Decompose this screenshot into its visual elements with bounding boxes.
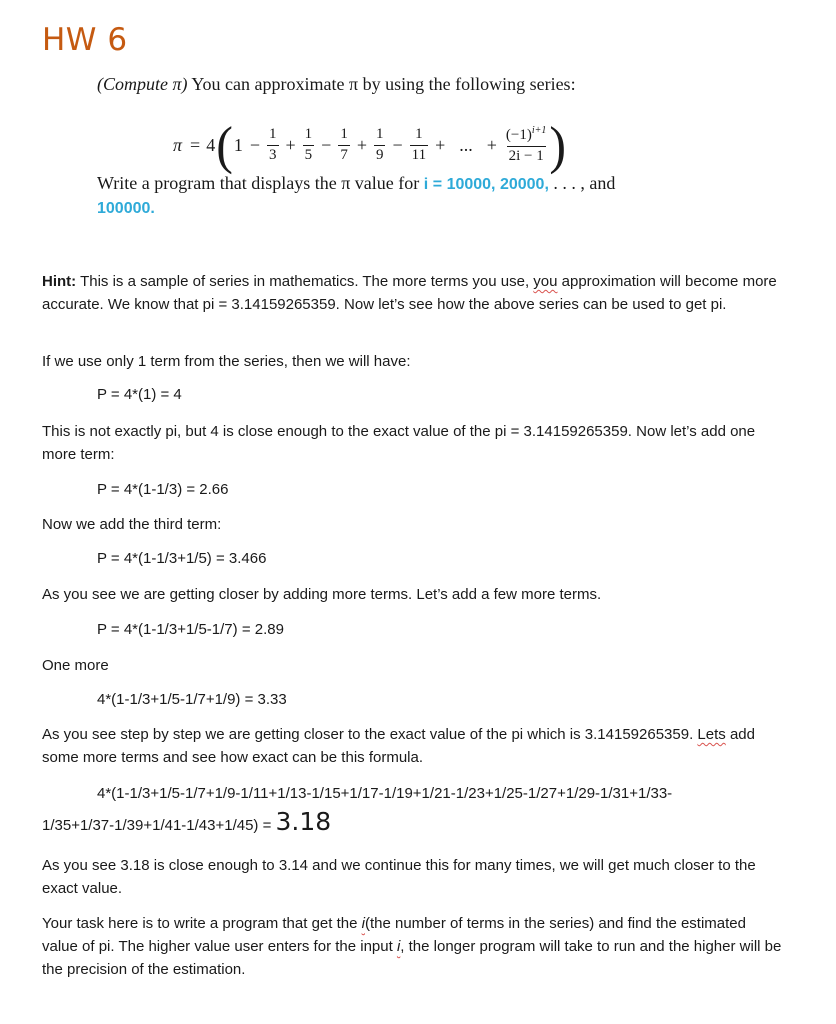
step-text-4: As you see we are getting closer by adding more terms. Let’s add a few more terms.: [42, 586, 602, 603]
problem-text: You can approximate π by using the following series:: [191, 74, 576, 94]
step-text-1: If we use only 1 term from the series, then we will have:: [42, 353, 411, 370]
equation-4: P = 4*(1-1/3+1/5-1/7) = 2.89: [97, 621, 284, 638]
formula-op: +: [356, 134, 367, 155]
formula-op: +: [486, 134, 497, 155]
formula-frac-general: $\frac{(-1)^{i+1}}{2i - 1}$: [505, 125, 547, 164]
equation-2: P = 4*(1-1/3) = 2.66: [97, 481, 229, 498]
equation-6-line-1: 4*(1-1/3+1/5-1/7+1/9-1/11+1/13-1/15+1/17-1/19+1/21-1/23+1/25-1/27+1/29-1/31+1/33-: [97, 785, 673, 802]
spelling-mark: i: [361, 915, 365, 932]
code-last-value: 100000.: [97, 200, 155, 217]
step-text-7: As you see 3.18 is close enough to 3.14 and we continue this for many times, we will get much closer to the exact value.: [42, 857, 756, 897]
formula-equals: =: [190, 134, 201, 155]
formula-frac-9: $\frac{1}{9}$: [375, 126, 384, 163]
spelling-mark: Lets: [697, 726, 726, 743]
formula-pi: π: [173, 134, 183, 155]
task-description: Write a program that displays the π value for i = 10000, 20000, . . . , and 100000.: [97, 173, 616, 217]
equation-1: P = 4*(1) = 4: [97, 386, 182, 403]
code-var-i: i: [423, 176, 429, 193]
formula-ellipsis: ...: [459, 134, 473, 155]
task-paragraph: Your task here is to write a program that get the i(the number of terms in the series) and find the estimated value of pi. The higher value user enters for the input i, the longer program will take to run and the higher will be the precision of the estimation.: [42, 915, 782, 978]
formula-frac-3: $\frac{1}{3}$: [269, 126, 277, 163]
equation-6-line-2: 1/35+1/37-1/39+1/41-1/43+1/45) = 3.18: [42, 807, 332, 836]
step-text-2: This is not exactly pi, but 4 is close enough to the exact value of the pi = 3.14159265359. Now let’s add one more term:: [42, 423, 756, 463]
formula-op: −: [249, 134, 260, 155]
formula-op: −: [321, 134, 332, 155]
page-title: HW 6: [42, 22, 128, 58]
code-values: 10000, 20000,: [446, 176, 549, 193]
formula-op: −: [392, 134, 403, 155]
formula-open-paren: (: [216, 115, 233, 175]
formula-coef: 4: [206, 134, 216, 155]
formula-frac-5: $\frac{1}{5}$: [304, 126, 313, 163]
step-text-3: Now we add the third term:: [42, 516, 222, 533]
formula-term-one: 1: [233, 134, 243, 155]
formula-frac-7: $\frac{1}{7}$: [340, 126, 348, 163]
spelling-mark: you: [533, 273, 558, 290]
equation-6-result: 3.18: [275, 807, 332, 836]
step-text-6: As you see step by step we are getting closer to the exact value of the pi which is 3.14159265359. Lets add some more terms and see how exact can be this formula.: [42, 726, 755, 766]
formula-op: +: [285, 134, 296, 155]
step-text-5: One more: [42, 657, 109, 674]
formula-op: +: [435, 134, 446, 155]
hint-paragraph: Hint: This is a sample of series in mathematics. The more terms you use, you approximation will become more accurate. We know that pi = 3.14159265359. Now let’s see how the above series can be used to get pi.: [42, 273, 777, 313]
equation-3: P = 4*(1-1/3+1/5) = 3.466: [97, 550, 267, 567]
formula-frac-11: $\frac{1}{11}$: [411, 126, 427, 163]
problem-label: (Compute π): [97, 74, 188, 94]
equation-5: 4*(1-1/3+1/5-1/7+1/9) = 3.33: [97, 691, 287, 708]
formula-close-paren: ): [549, 115, 567, 175]
series-formula: [173, 110, 567, 180]
problem-statement: [97, 74, 576, 95]
spelling-mark: i: [396, 938, 401, 955]
hint-label: Hint:: [42, 273, 77, 290]
